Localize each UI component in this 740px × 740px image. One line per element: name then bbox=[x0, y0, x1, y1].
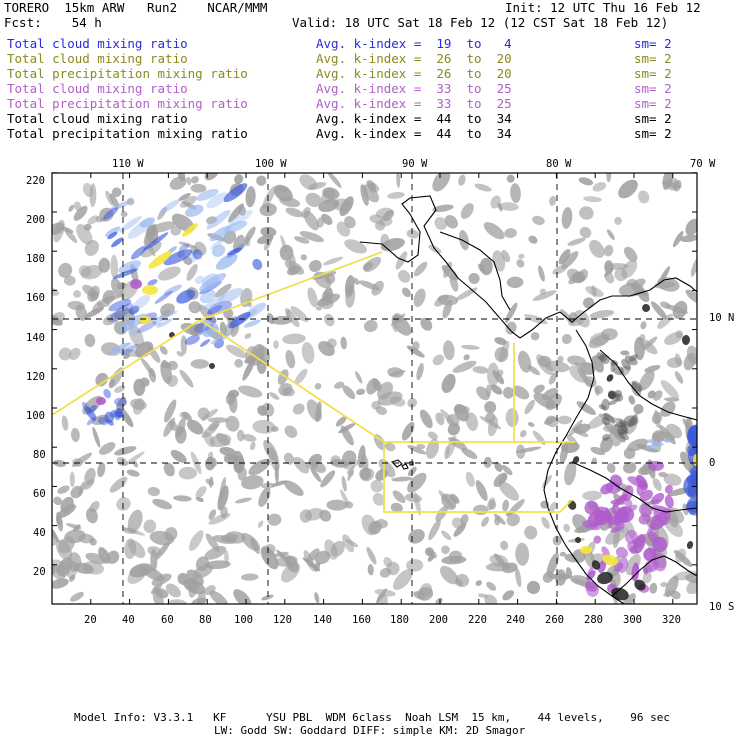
legend-kindex: Avg. k-index = 33 to 25 bbox=[316, 81, 512, 96]
grid-x-label: 140 bbox=[313, 614, 332, 626]
grid-x-label: 80 bbox=[199, 614, 212, 626]
legend-field: Total precipitation mixing ratio bbox=[7, 96, 248, 111]
grid-y-label: 20 bbox=[33, 566, 46, 578]
grid-y-label: 100 bbox=[26, 410, 45, 422]
init-time: Init: 12 UTC Thu 16 Feb 12 bbox=[505, 0, 701, 15]
lon-label: 100 W bbox=[255, 158, 287, 170]
legend-field: Total precipitation mixing ratio bbox=[7, 66, 248, 81]
lat-label: 10 S bbox=[709, 601, 735, 613]
grid-y-label: 180 bbox=[26, 253, 45, 265]
grid-x-label: 240 bbox=[506, 614, 525, 626]
grid-x-label: 160 bbox=[352, 614, 371, 626]
grid-y-label: 80 bbox=[33, 449, 46, 461]
grid-y-label: 220 bbox=[26, 175, 45, 187]
grid-y-label: 60 bbox=[33, 488, 46, 500]
legend-sm: sm= 2 bbox=[634, 66, 672, 81]
grid-y-label: 140 bbox=[26, 332, 45, 344]
lon-label: 110 W bbox=[112, 158, 144, 170]
legend-field: Total cloud mixing ratio bbox=[7, 111, 188, 126]
legend-field: Total cloud mixing ratio bbox=[7, 51, 188, 66]
legend-field: Total precipitation mixing ratio bbox=[7, 126, 248, 141]
grid-x-label: 300 bbox=[623, 614, 642, 626]
grid-x-label: 40 bbox=[122, 614, 135, 626]
grid-x-label: 200 bbox=[429, 614, 448, 626]
grid-y-label: 40 bbox=[33, 527, 46, 539]
legend-sm: sm= 2 bbox=[634, 51, 672, 66]
legend-sm: sm= 2 bbox=[634, 126, 672, 141]
grid-x-label: 120 bbox=[273, 614, 292, 626]
grid-x-label: 20 bbox=[84, 614, 97, 626]
grid-y-label: 200 bbox=[26, 214, 45, 226]
lon-label: 80 W bbox=[546, 158, 572, 170]
grid-x-label: 100 bbox=[234, 614, 253, 626]
run-title: TORERO 15km ARW Run2 NCAR/MMM bbox=[4, 0, 268, 15]
lon-label: 90 W bbox=[402, 158, 428, 170]
legend-kindex: Avg. k-index = 44 to 34 bbox=[316, 111, 512, 126]
lat-label: 0 bbox=[709, 457, 716, 469]
legend-field: Total cloud mixing ratio bbox=[7, 81, 188, 96]
legend-sm: sm= 2 bbox=[634, 81, 672, 96]
forecast-hour: Fcst: 54 h bbox=[4, 15, 102, 30]
legend-field: Total cloud mixing ratio bbox=[7, 36, 188, 51]
grid-x-label: 60 bbox=[161, 614, 174, 626]
grid-x-label: 320 bbox=[662, 614, 681, 626]
lat-label: 10 N bbox=[709, 312, 735, 324]
valid-time: Valid: 18 UTC Sat 18 Feb 12 (12 CST Sat 18 Feb 12) bbox=[292, 15, 669, 30]
legend-sm: sm= 2 bbox=[634, 111, 672, 126]
grid-y-label: 160 bbox=[26, 292, 45, 304]
grid-x-label: 180 bbox=[390, 614, 409, 626]
grid-x-label: 280 bbox=[584, 614, 603, 626]
legend-kindex: Avg. k-index = 19 to 4 bbox=[316, 36, 512, 51]
lon-label: 70 W bbox=[690, 158, 716, 170]
grid-x-label: 220 bbox=[468, 614, 487, 626]
grid-x-label: 260 bbox=[545, 614, 564, 626]
legend-kindex: Avg. k-index = 44 to 34 bbox=[316, 126, 512, 141]
legend-sm: sm= 2 bbox=[634, 36, 672, 51]
legend-kindex: Avg. k-index = 26 to 20 bbox=[316, 51, 512, 66]
legend-sm: sm= 2 bbox=[634, 96, 672, 111]
legend-kindex: Avg. k-index = 26 to 20 bbox=[316, 66, 512, 81]
physics-info: LW: Godd SW: Goddard DIFF: simple KM: 2D Smagor bbox=[214, 724, 526, 737]
grid-y-label: 120 bbox=[26, 371, 45, 383]
model-info: Model Info: V3.3.1 KF YSU PBL WDM 6class Noah LSM 15 km, 44 levels, 96 sec bbox=[74, 711, 671, 724]
legend-kindex: Avg. k-index = 33 to 25 bbox=[316, 96, 512, 111]
